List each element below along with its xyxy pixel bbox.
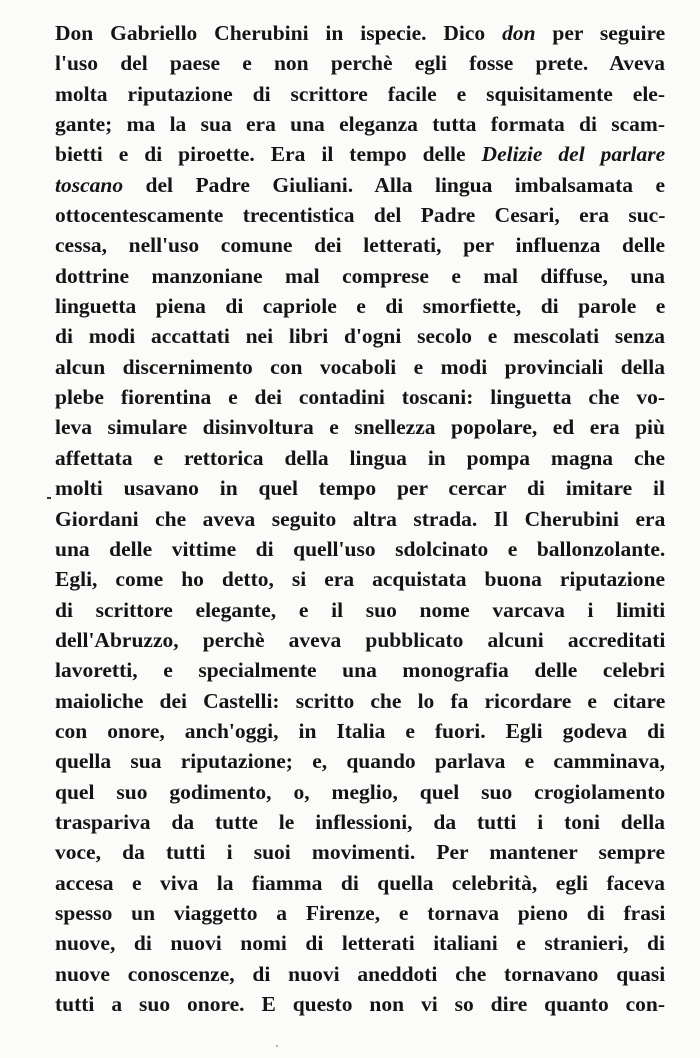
- text-run: molti usavano in quel tempo per cercar di imitare il: [55, 476, 665, 501]
- text-run: linguetta piena di capriole e di smorfiette, di parole e: [55, 294, 666, 319]
- text-line: [55, 18, 665, 48]
- text-line: [55, 564, 665, 594]
- text-run: spesso un viaggetto a Firenze, e tornava pieno di frasi: [55, 900, 666, 925]
- text-run: di modi accattati nei libri d'ogni secolo e mescolati senza: [55, 324, 665, 349]
- text-line: [55, 504, 665, 534]
- text-run: l'uso del paese e non perchè egli fosse prete. Aveva: [55, 51, 665, 76]
- text-run: Giordani che aveva seguito altra strada. Il Cherubini era: [55, 506, 666, 531]
- text-run: affettata e rettorica della lingua in pompa magna che: [55, 445, 665, 470]
- text-line: [55, 625, 665, 655]
- text-line: [55, 443, 665, 473]
- text-line: [55, 412, 665, 442]
- text-run: maioliche dei Castelli: scritto che lo fa ricordare e citare: [55, 688, 666, 713]
- text-line: [55, 898, 665, 928]
- text-run: plebe fiorentina e dei contadini toscani: linguetta che vo-: [55, 385, 665, 410]
- text-run: voce, da tutti i suoi movimenti. Per mantener sempre: [55, 840, 665, 865]
- text-run: alcun discernimento con vocaboli e modi provinciali della: [55, 354, 665, 379]
- text-run: per seguire: [535, 21, 666, 45]
- text-run: una delle vittime di quell'uso sdolcinato e ballonzolante.: [55, 536, 666, 561]
- text-line: [55, 534, 665, 564]
- text-line: [55, 321, 665, 351]
- text-run: gante; ma la sua era una eleganza tutta formata di scam-: [55, 112, 665, 137]
- text-line: [55, 79, 665, 109]
- text-run: tutti a suo onore. E questo non vi so dire quanto con-: [55, 992, 666, 1016]
- text-line: [55, 868, 665, 898]
- text-run: bietti e di piroette. Era il tempo delle: [55, 142, 482, 167]
- text-line: [55, 170, 665, 200]
- text-run: di scrittore elegante, e il suo nome varcava i limiti: [55, 597, 666, 622]
- text-line: [55, 777, 665, 807]
- text-run: nuove, di nuovi nomi di letterati italiani e stranieri, di: [55, 931, 665, 956]
- body-text: [55, 18, 665, 1019]
- text-line: [55, 139, 665, 169]
- page-dot: [276, 1045, 278, 1047]
- text-line: [55, 928, 665, 958]
- text-run: dell'Abruzzo, perchè aveva pubblicato alcuni accreditati: [55, 627, 666, 652]
- text-run: molta riputazione di scrittore facile e squisitamente ele-: [55, 81, 665, 106]
- text-run: accesa e viva la fiamma di quella celebrità, egli faceva: [55, 870, 665, 895]
- text-line: [55, 230, 665, 260]
- margin-mark: [47, 497, 51, 499]
- text-line: [55, 261, 665, 291]
- text-line: [55, 382, 665, 412]
- text-run: cessa, nell'uso comune dei letterati, per influenza delle: [55, 233, 665, 258]
- text-line: [55, 807, 665, 837]
- text-line: [55, 716, 665, 746]
- text-line: [55, 473, 665, 503]
- text-run: del Padre Giuliani. Alla lingua imbalsamata e: [123, 172, 665, 197]
- text-line: [55, 200, 665, 230]
- text-line: [55, 837, 665, 867]
- text-run: con onore, anch'oggi, in Italia e fuori. Egli godeva di: [55, 718, 665, 743]
- text-line: [55, 352, 665, 382]
- text-line: [55, 989, 665, 1019]
- italic-title: don: [502, 21, 536, 45]
- text-run: dottrine manzoniane mal comprese e mal diffuse, una: [55, 263, 665, 288]
- text-line: [55, 48, 665, 78]
- text-line: [55, 686, 665, 716]
- text-run: traspariva da tutte le inflessioni, da tutti i toni della: [55, 809, 665, 834]
- text-run: ottocentescamente trecentistica del Padre Cesari, era suc-: [55, 203, 666, 228]
- text-line: [55, 746, 665, 776]
- text-line: [55, 959, 665, 989]
- text-line: [55, 109, 665, 139]
- italic-title: Delizie del parlare: [481, 142, 666, 167]
- text-line: [55, 291, 665, 321]
- text-run: quel suo godimento, o, meglio, quel suo crogiolamento: [55, 779, 666, 804]
- text-line: [55, 655, 665, 685]
- text-run: quella sua riputazione; e, quando parlava e camminava,: [55, 749, 666, 774]
- text-line: [55, 595, 665, 625]
- text-run: lavoretti, e specialmente una monografia delle celebri: [55, 658, 665, 683]
- text-run: nuove conoscenze, di nuovi aneddoti che tornavano quasi: [55, 961, 666, 986]
- text-run: Don Gabriello Cherubini in ispecie. Dico: [55, 21, 503, 45]
- italic-title: toscano: [55, 172, 124, 197]
- text-run: Egli, come ho detto, si era acquistata buona riputazione: [55, 567, 665, 592]
- text-run: leva simulare disinvoltura e snellezza popolare, ed era più: [55, 415, 665, 440]
